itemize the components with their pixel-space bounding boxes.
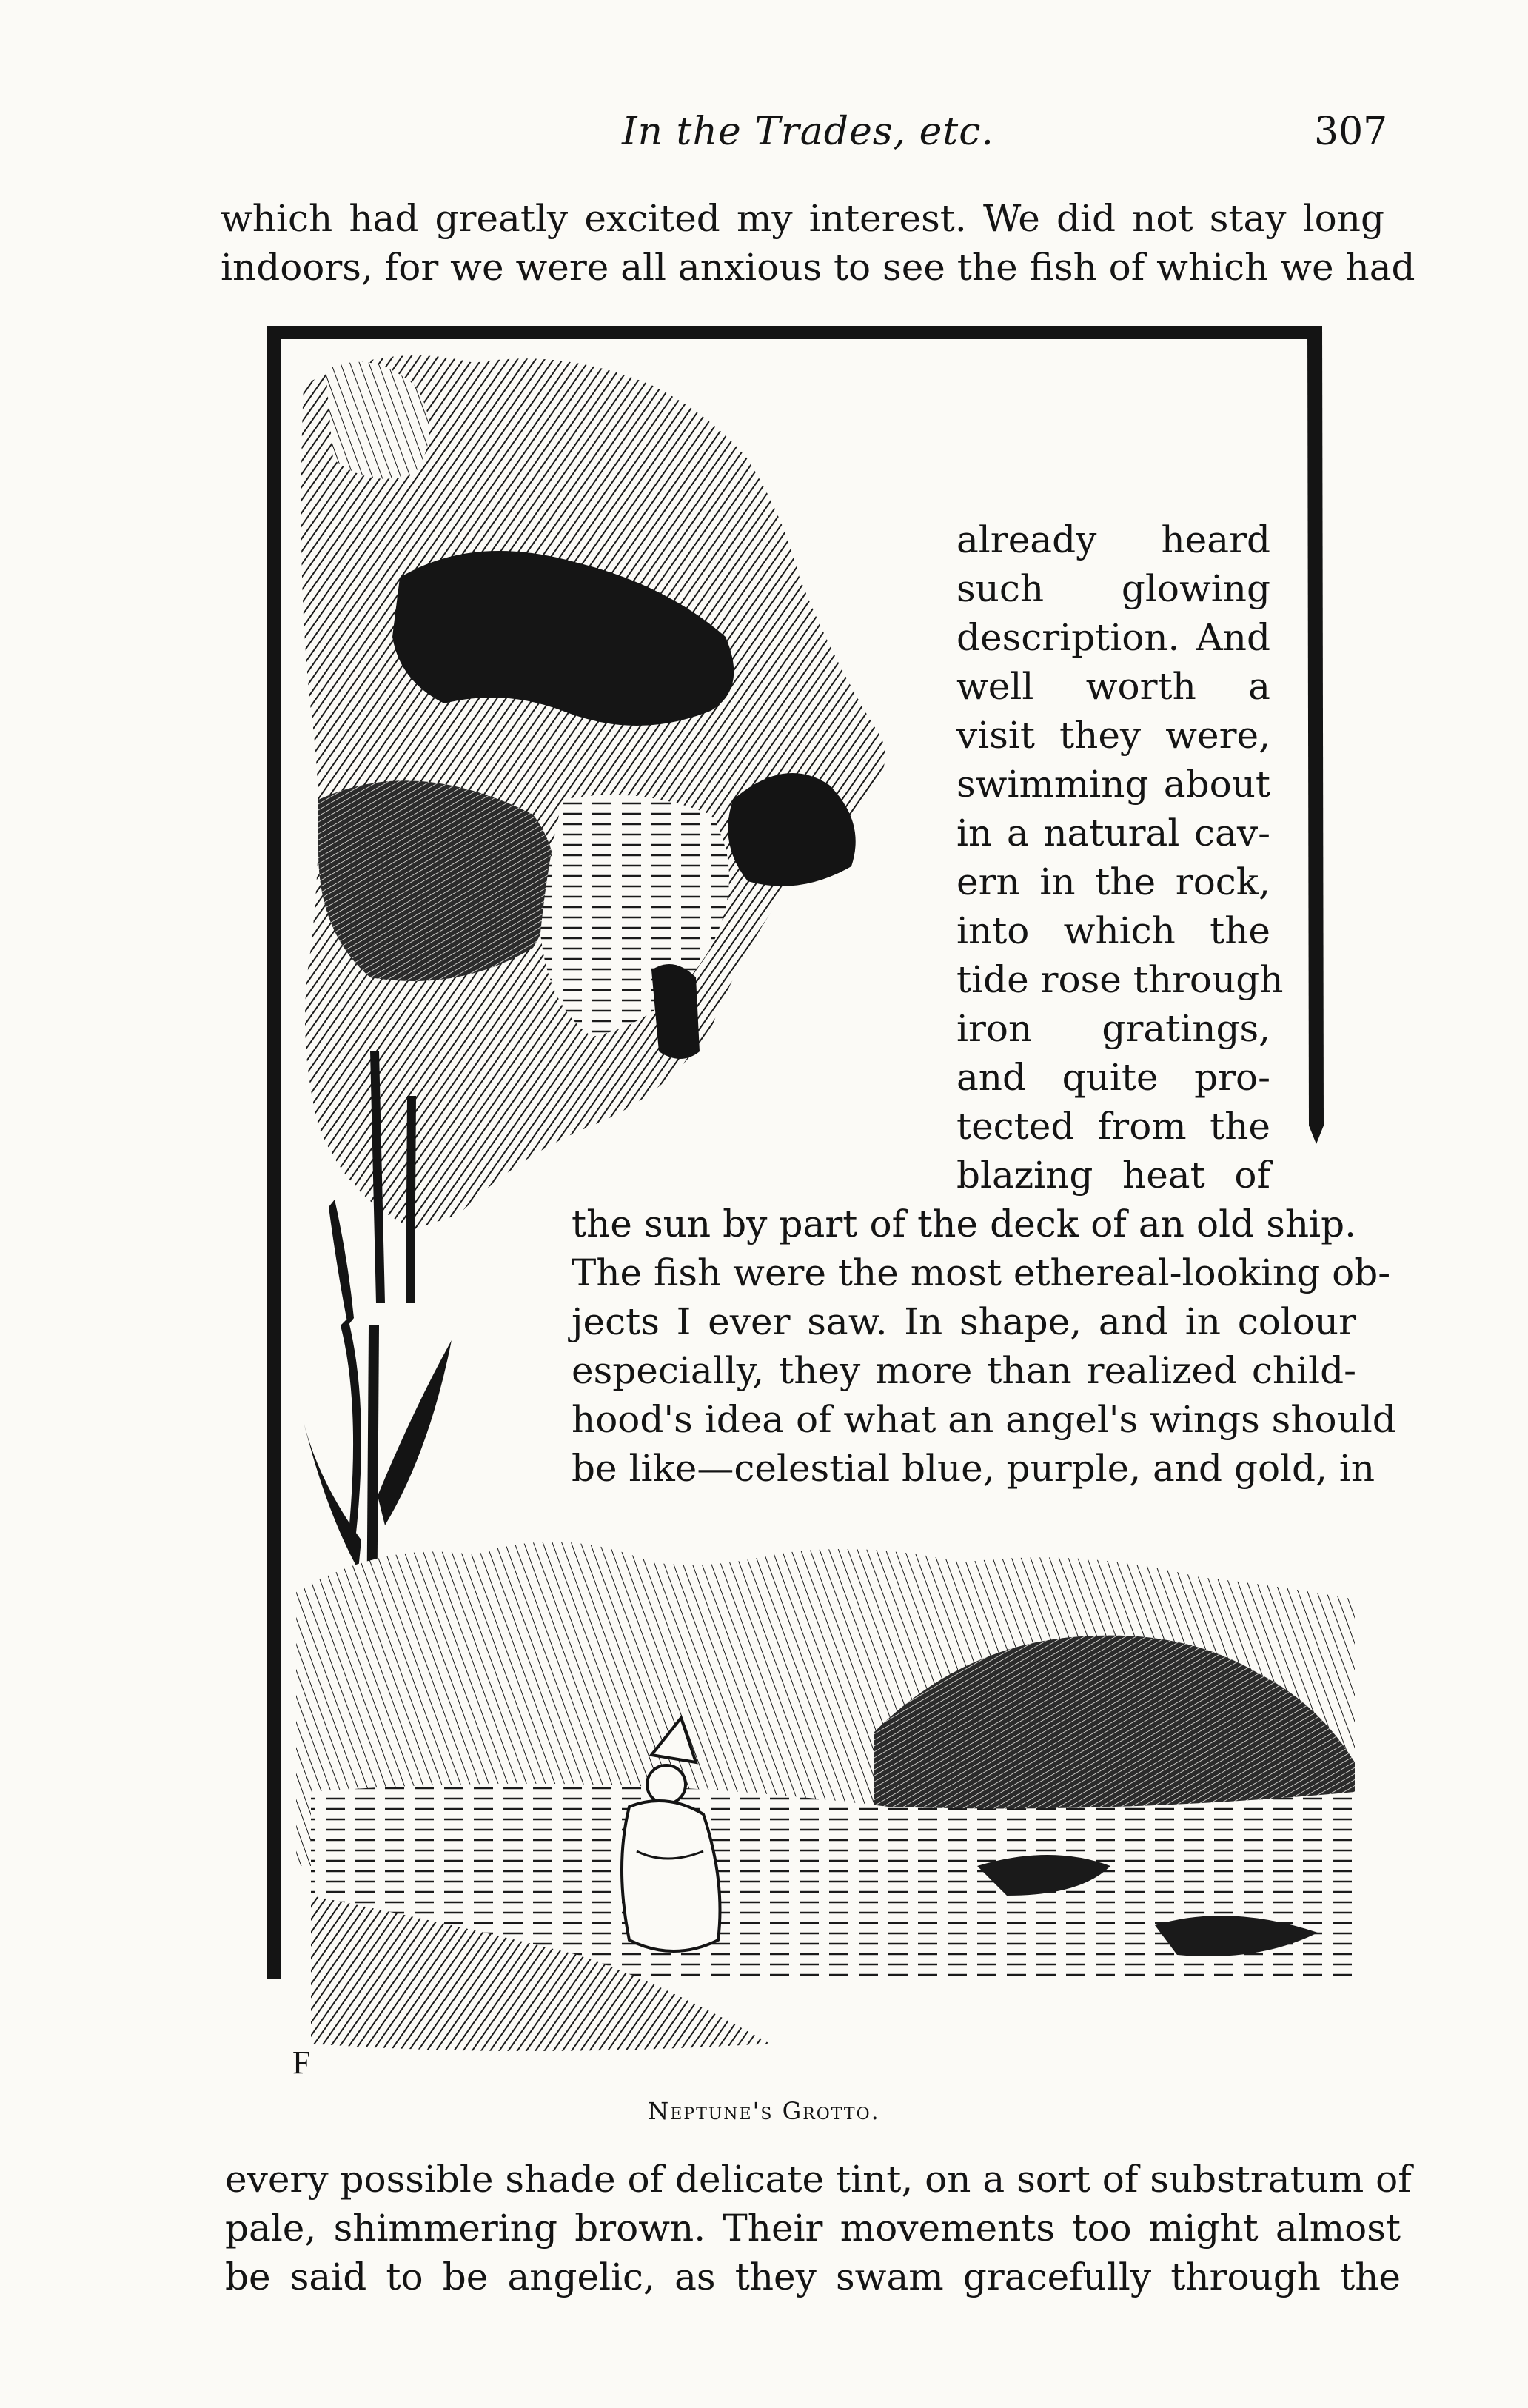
artist-monogram: F: [292, 2044, 311, 2081]
inset-line: well worth a: [956, 665, 1270, 708]
inset-line: tected from the: [956, 1105, 1270, 1148]
inset-line: tide rose through: [956, 958, 1284, 1001]
inset-line: blazing heat of: [956, 1154, 1270, 1197]
inset-line: swimming about: [956, 763, 1270, 806]
inset-line: ern in the rock,: [956, 860, 1270, 903]
coastal-landscape: [296, 1542, 1355, 2051]
body-line: the sun by part of the deck of an old ship.: [572, 1203, 1356, 1245]
body-line: pale, shimmering brown. Their movements too might almost: [225, 2207, 1401, 2250]
inset-line: in a natural cav-: [956, 812, 1270, 854]
body-line: hood's idea of what an angel's wings should: [572, 1398, 1396, 1441]
grotto-rocks: [301, 355, 885, 1229]
body-line: be like—celestial blue, purple, and gold, in: [572, 1447, 1375, 1490]
inset-line: iron gratings,: [956, 1007, 1270, 1050]
inset-line: already heard: [956, 518, 1270, 561]
body-line: which had greatly excited my interest. We did not stay long: [221, 197, 1384, 240]
body-line: jects I ever saw. In shape, and in colour: [572, 1300, 1356, 1343]
inset-line: visit they were,: [956, 714, 1270, 757]
inset-line: such glowing: [956, 567, 1270, 610]
body-line: especially, they more than realized child-: [572, 1349, 1356, 1392]
inset-line: and quite pro-: [956, 1056, 1270, 1099]
body-line: be said to be angelic, as they swam gracefully through the: [225, 2255, 1401, 2298]
running-header: In the Trades, etc.: [622, 110, 994, 154]
page-number: 307: [1314, 110, 1388, 154]
illustration-caption: Neptune's Grotto.: [648, 2097, 880, 2125]
body-line: every possible shade of delicate tint, on a sort of substratum of: [225, 2158, 1412, 2201]
body-line: The fish were the most ethereal-looking ob-: [572, 1251, 1391, 1294]
inset-line: description. And: [956, 616, 1270, 659]
body-line: indoors, for we were all anxious to see the fish of which we had: [221, 246, 1415, 289]
inset-line: into which the: [956, 909, 1270, 952]
